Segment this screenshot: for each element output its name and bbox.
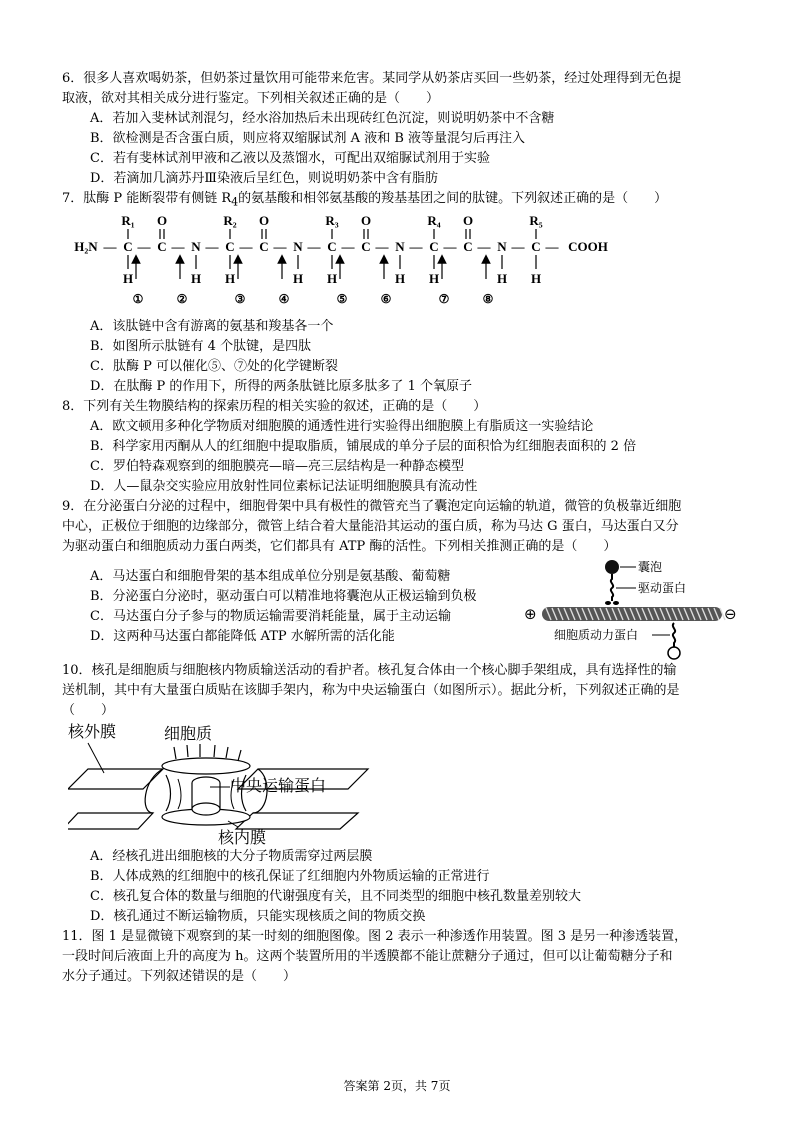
question-10-option-a[interactable]: A．经核孔进出细胞核的大分子物质需穿过两层膜 bbox=[90, 848, 373, 864]
backbone-bond: — bbox=[511, 238, 525, 254]
question-9-option-a[interactable]: A．马达蛋白和细胞骨架的基本组成单位分别是氨基酸、葡萄糖 bbox=[90, 568, 451, 584]
minus-end-sign: ⊖ bbox=[724, 604, 737, 623]
question-6-option-a[interactable]: A．若加入斐林试剂混匀，经水浴加热后未出现砖红色沉淀，则说明奶茶中不含糖 bbox=[90, 111, 555, 126]
inner-membrane-right-shape bbox=[236, 813, 358, 829]
question-7-stem-part-2: 的氨基酸和相邻氨基酸的羧基基团之间的肽键。下列叙述正确的是（ ） bbox=[238, 191, 668, 206]
question-7 bbox=[62, 189, 742, 397]
bond-marker-7: ⑦ bbox=[438, 291, 450, 306]
central-transport-protein-shape bbox=[192, 803, 220, 815]
alpha-hydrogen-atom: H bbox=[428, 270, 440, 286]
nuclear-pore-diagram bbox=[68, 721, 398, 845]
backbone-bond: — bbox=[103, 238, 117, 254]
question-11-stem-line-2: 一段时间后液面上升的高度为 h。这两个装置所用的半透膜都不能让蔗糖分子通过，但可以让葡萄糖分子和 bbox=[62, 948, 673, 964]
bond-marker-2: ② bbox=[176, 291, 188, 306]
kinesin-shape bbox=[611, 574, 613, 601]
question-6-stem-line-2: 取液，欲对其相关成分进行鉴定。下列相关叙述正确的是（ ） bbox=[62, 91, 440, 106]
page-footer: 答案第 2页，共 7页 bbox=[343, 1079, 451, 1093]
question-8-option-c[interactable]: C．罗伯特森观察到的细胞膜亮—暗—亮三层结构是一种静态模型 bbox=[90, 458, 464, 474]
vesicle-label: 囊泡 bbox=[638, 559, 663, 574]
amide-nitrogen-atom: N bbox=[497, 238, 507, 254]
question-9-option-d[interactable]: D．这两种马达蛋白都能降低 ATP 水解所需的活化能 bbox=[90, 628, 395, 644]
backbone-bond: — bbox=[307, 238, 321, 254]
peptide-figure bbox=[62, 213, 742, 317]
question-11-stem-line-3: 水分子通过。下列叙述错误的是（ ） bbox=[62, 968, 297, 984]
question-6-option-b[interactable]: B．欲检测是否含蛋白质，则应将双缩脲试剂 A 液和 B 液等量混匀后再注入 bbox=[90, 131, 526, 146]
backbone-bond: — bbox=[137, 238, 151, 254]
dynein-cargo-shape bbox=[668, 647, 680, 659]
question-10-option-b[interactable]: B．人体成熟的红细胞中的核孔保证了红细胞内外物质运输的正常进行 bbox=[90, 868, 490, 884]
backbone-bond: — bbox=[239, 238, 253, 254]
backbone-bond: — bbox=[341, 238, 355, 254]
amide-nitrogen-atom: N bbox=[293, 238, 303, 254]
question-6-option-c[interactable]: C．若有斐林试剂甲液和乙液以及蒸馏水，可配出双缩脲试剂用于实验 bbox=[90, 151, 490, 166]
question-9-options bbox=[62, 567, 502, 647]
question-7-option-b[interactable]: B．如图所示肽链有 4 个肽键，是四肽 bbox=[90, 338, 312, 354]
inner-membrane-label: 核内膜 bbox=[218, 827, 267, 845]
bond-marker-3: ③ bbox=[234, 291, 246, 306]
backbone-bond: — bbox=[171, 238, 185, 254]
question-11 bbox=[62, 927, 742, 987]
inner-membrane-left-shape bbox=[68, 813, 153, 829]
dynein-label: 细胞质动力蛋白 bbox=[554, 627, 639, 642]
question-9 bbox=[62, 497, 742, 661]
question-7-stem-part-1: 7．肽酶 P 能断裂带有侧链 R bbox=[62, 191, 232, 206]
alpha-carbon-atom: C bbox=[531, 238, 541, 254]
peptide-chain-diagram bbox=[72, 213, 612, 317]
microtubule-shape bbox=[542, 607, 725, 621]
carbonyl-carbon-atom: C bbox=[259, 238, 269, 254]
carbonyl-oxygen-atom: O bbox=[462, 212, 474, 228]
question-11-stem-line-1: 11．图 1 是显微镜下观察到的某一时刻的细胞图像。图 2 表示一种渗透作用装置。图 3 是另一种渗透装置， bbox=[62, 928, 688, 944]
backbone-bond: — bbox=[409, 238, 423, 254]
carbonyl-oxygen-atom: O bbox=[360, 212, 372, 228]
backbone-bond: — bbox=[477, 238, 491, 254]
c-terminal-label: COOH bbox=[568, 238, 608, 254]
plus-end-sign: ⊕ bbox=[524, 604, 537, 623]
alpha-carbon-atom: C bbox=[123, 238, 133, 254]
question-8-option-d[interactable]: D．人—鼠杂交实验应用放射性同位素标记法证明细胞膜具有流动性 bbox=[90, 478, 478, 494]
backbone-bond: — bbox=[443, 238, 457, 254]
cytoplasm-label: 细胞质 bbox=[164, 723, 213, 743]
alpha-carbon-atom: C bbox=[429, 238, 439, 254]
question-10-option-d[interactable]: D．核孔通过不断运输物质，只能实现核质之间的物质交换 bbox=[90, 908, 426, 924]
question-8-option-a[interactable]: A．欧文顿用多种化学物质对细胞膜的通透性进行实验得出细胞膜上有脂质这一实验结论 bbox=[90, 418, 594, 434]
alpha-hydrogen-atom: H bbox=[224, 270, 236, 286]
question-8-stem: 8．下列有关生物膜结构的探索历程的相关实验的叙述，正确的是（ ） bbox=[62, 398, 487, 414]
kinesin-label: 驱动蛋白 bbox=[638, 580, 687, 595]
alpha-hydrogen-atom: H bbox=[326, 270, 338, 286]
question-6-option-d[interactable]: D．若滴加几滴苏丹Ⅲ染液后呈红色，则说明奶茶中含有脂肪 bbox=[90, 171, 438, 186]
question-9-stem-line-1: 9．在分泌蛋白分泌的过程中，细胞骨架中具有极性的微管充当了囊泡定向运输的轨道，微管的负极靠近细胞 bbox=[62, 498, 682, 514]
question-8 bbox=[62, 397, 742, 497]
alpha-hydrogen-atom: H bbox=[530, 270, 542, 286]
backbone-bond: — bbox=[205, 238, 219, 254]
carbonyl-oxygen-atom: O bbox=[258, 212, 270, 228]
amide-hydrogen-atom: H bbox=[190, 270, 202, 286]
question-10 bbox=[62, 661, 742, 927]
question-10-stem-line-2: 送机制，其中有大量蛋白质贴在该脚手架内，称为中央运输蛋白（如图所示）。据此分析，下列叙述正确的是 bbox=[62, 682, 680, 698]
alpha-carbon-atom: C bbox=[225, 238, 235, 254]
question-10-option-c[interactable]: C．核孔复合体的数量与细胞的代谢强度有关，且不同类型的细胞中核孔数量差别较大 bbox=[90, 888, 581, 904]
question-9-stem-line-3: 为驱动蛋白和细胞质动力蛋白两类，它们都具有 ATP 酶的活性。下列相关推测正确的是（ ） bbox=[62, 538, 617, 554]
amide-nitrogen-atom: N bbox=[395, 238, 405, 254]
carbonyl-carbon-atom: C bbox=[463, 238, 473, 254]
alpha-carbon-atom: C bbox=[327, 238, 337, 254]
amide-hydrogen-atom: H bbox=[394, 270, 406, 286]
outer-membrane-label: 核外膜 bbox=[68, 721, 117, 741]
backbone-bond: — bbox=[375, 238, 389, 254]
amide-nitrogen-atom: N bbox=[191, 238, 201, 254]
bond-marker-4: ④ bbox=[278, 291, 290, 306]
r-group-label-5: R₅ bbox=[529, 212, 543, 228]
question-10-stem-line-3: （ ） bbox=[62, 702, 115, 718]
question-7-option-a[interactable]: A．该肽链中含有游离的氨基和羧基各一个 bbox=[90, 318, 334, 334]
question-6-stem-line-1: 6．很多人喜欢喝奶茶，但奶茶过量饮用可能带来危害。某同学从奶茶店买回一些奶茶，经过处理得到无色提 bbox=[62, 71, 682, 86]
exam-page bbox=[62, 69, 742, 987]
question-9-option-b[interactable]: B．分泌蛋白分泌时，驱动蛋白可以精准地将囊泡从正极运输到负极 bbox=[90, 588, 477, 604]
motor-protein-figure bbox=[524, 557, 744, 661]
bond-marker-6: ⑥ bbox=[380, 291, 392, 306]
bond-marker-8: ⑧ bbox=[482, 291, 494, 306]
backbone-bond: — bbox=[273, 238, 287, 254]
backbone-bond: — bbox=[545, 238, 559, 254]
r-group-label-1: R₁ bbox=[121, 212, 135, 228]
question-8-option-b[interactable]: B．科学家用丙酮从人的红细胞中提取脂质，铺展成的单分子层的面积恰为红细胞表面积的 2 倍 bbox=[90, 438, 637, 454]
peptide-backbone bbox=[74, 213, 608, 306]
central-transport-protein-label: 中央运输蛋白 bbox=[230, 775, 327, 795]
cytoplasmic-ring-shape bbox=[162, 758, 250, 774]
r-group-label-4: R₄ bbox=[427, 212, 441, 228]
question-6 bbox=[62, 69, 742, 189]
carbonyl-oxygen-atom: O bbox=[156, 212, 168, 228]
carbonyl-carbon-atom: C bbox=[361, 238, 371, 254]
vesicle-shape bbox=[605, 560, 619, 574]
question-9-option-c[interactable]: C．马达蛋白分子参与的物质运输需要消耗能量，属于主动运输 bbox=[90, 608, 451, 624]
question-7-option-c[interactable]: C．肽酶 P 可以催化⑤、⑦处的化学键断裂 bbox=[90, 358, 338, 374]
question-9-body bbox=[62, 557, 742, 661]
carbonyl-carbon-atom: C bbox=[157, 238, 167, 254]
nuclear-pore-figure bbox=[62, 721, 742, 847]
question-7-stem-subscript: 4 bbox=[231, 195, 239, 209]
question-9-stem-line-2: 中心，正极位于细胞的边缘部分，微管上结合着大量能沿其运动的蛋白质，称为马达 G 蛋白，马达蛋白又分 bbox=[62, 518, 679, 534]
question-7-stem bbox=[62, 189, 742, 213]
question-7-option-d[interactable]: D．在肽酶 P 的作用下，所得的两条肽链比原多肽多了 1 个氧原子 bbox=[90, 378, 472, 394]
question-10-stem-line-1: 10．核孔是细胞质与细胞核内物质输送活动的看护者。核孔复合体由一个核心脚手架组成，具有选择性的输 bbox=[62, 662, 677, 678]
bond-marker-1: ① bbox=[132, 291, 144, 306]
n-terminal-label: H₂N bbox=[74, 238, 98, 254]
bond-marker-5: ⑤ bbox=[336, 291, 348, 306]
dynein-shape bbox=[673, 623, 675, 647]
amide-hydrogen-atom: H bbox=[496, 270, 508, 286]
alpha-hydrogen-atom: H bbox=[122, 270, 134, 286]
amide-hydrogen-atom: H bbox=[292, 270, 304, 286]
r-group-label-2: R₂ bbox=[223, 212, 237, 228]
r-group-label-3: R₃ bbox=[325, 212, 339, 228]
